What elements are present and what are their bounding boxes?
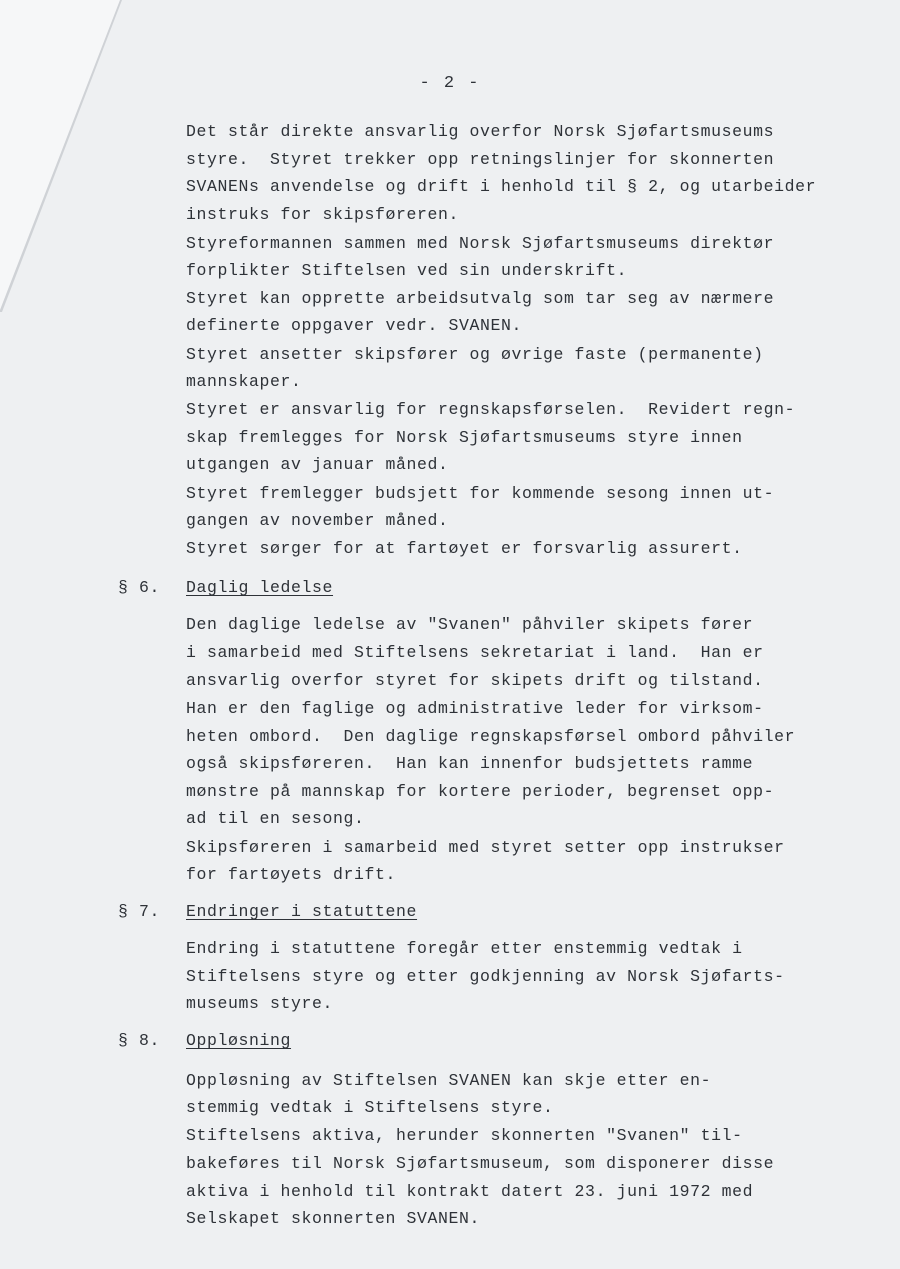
intro-line: Styret er ansvarlig for regnskapsførselen. Revidert regn- — [186, 400, 796, 419]
section-line: Stiftelsens styre og etter godkjenning av Norsk Sjøfarts- — [186, 967, 785, 986]
section-number: § 6. — [118, 578, 161, 597]
section-line: ad til en sesong. — [186, 809, 365, 828]
section-line: Endring i statuttene foregår etter enstemmig vedtak i — [186, 939, 743, 958]
section-number: § 7. — [118, 902, 161, 921]
section-number: § 8. — [118, 1031, 161, 1050]
section-line: Skipsføreren i samarbeid med styret setter opp instrukser — [186, 838, 785, 857]
intro-line: definerte oppgaver vedr. SVANEN. — [186, 316, 523, 335]
section-heading: Daglig ledelse — [186, 578, 334, 597]
section-line: for fartøyets drift. — [186, 865, 397, 884]
intro-line: skap fremlegges for Norsk Sjøfartsmuseums styre innen — [186, 428, 743, 447]
section-heading: Oppløsning — [186, 1031, 292, 1050]
section-heading: Endringer i statuttene — [186, 902, 418, 921]
intro-line: Det står direkte ansvarlig overfor Norsk Sjøfartsmuseums — [186, 122, 775, 141]
intro-line: Styret kan opprette arbeidsutvalg som tar seg av nærmere — [186, 289, 775, 308]
section-line: også skipsføreren. Han kan innenfor budsjettets ramme — [186, 754, 754, 773]
section-line: i samarbeid med Stiftelsens sekretariat i land. Han er — [186, 643, 764, 662]
intro-line: Styret ansetter skipsfører og øvrige faste (permanente) — [186, 345, 764, 364]
section-line: Han er den faglige og administrative leder for virksom- — [186, 699, 764, 718]
section-line: stemmig vedtak i Stiftelsens styre. — [186, 1098, 554, 1117]
section-line: Stiftelsens aktiva, herunder skonnerten "Svanen" til- — [186, 1126, 743, 1145]
intro-line: SVANENs anvendelse og drift i henhold til § 2, og utarbeider — [186, 177, 817, 196]
section-line: museums styre. — [186, 994, 334, 1013]
intro-line: mannskaper. — [186, 372, 302, 391]
intro-line: forplikter Stiftelsen ved sin underskrift. — [186, 261, 628, 280]
section-line: ansvarlig overfor styret for skipets drift og tilstand. — [186, 671, 764, 690]
intro-line: Styret sørger for at fartøyet er forsvarlig assurert. — [186, 539, 743, 558]
section-line: Den daglige ledelse av "Svanen" påhviler skipets fører — [186, 615, 754, 634]
section-line: Oppløsning av Stiftelsen SVANEN kan skje etter en- — [186, 1071, 712, 1090]
section-line: bakeføres til Norsk Sjøfartsmuseum, som disponerer disse — [186, 1154, 775, 1173]
intro-line: Styreformannen sammen med Norsk Sjøfartsmuseums direktør — [186, 234, 775, 253]
intro-line: styre. Styret trekker opp retningslinjer for skonnerten — [186, 150, 775, 169]
page-number: - 2 - — [419, 74, 481, 93]
intro-line: instruks for skipsføreren. — [186, 205, 460, 224]
intro-line: Styret fremlegger budsjett for kommende sesong innen ut- — [186, 484, 775, 503]
intro-line: gangen av november måned. — [186, 511, 449, 530]
intro-line: utgangen av januar måned. — [186, 455, 449, 474]
section-line: Selskapet skonnerten SVANEN. — [186, 1209, 481, 1228]
section-line: aktiva i henhold til kontrakt datert 23. juni 1972 med — [186, 1182, 754, 1201]
section-line: mønstre på mannskap for kortere perioder, begrenset opp- — [186, 782, 775, 801]
section-line: heten ombord. Den daglige regnskapsførsel ombord påhviler — [186, 727, 796, 746]
